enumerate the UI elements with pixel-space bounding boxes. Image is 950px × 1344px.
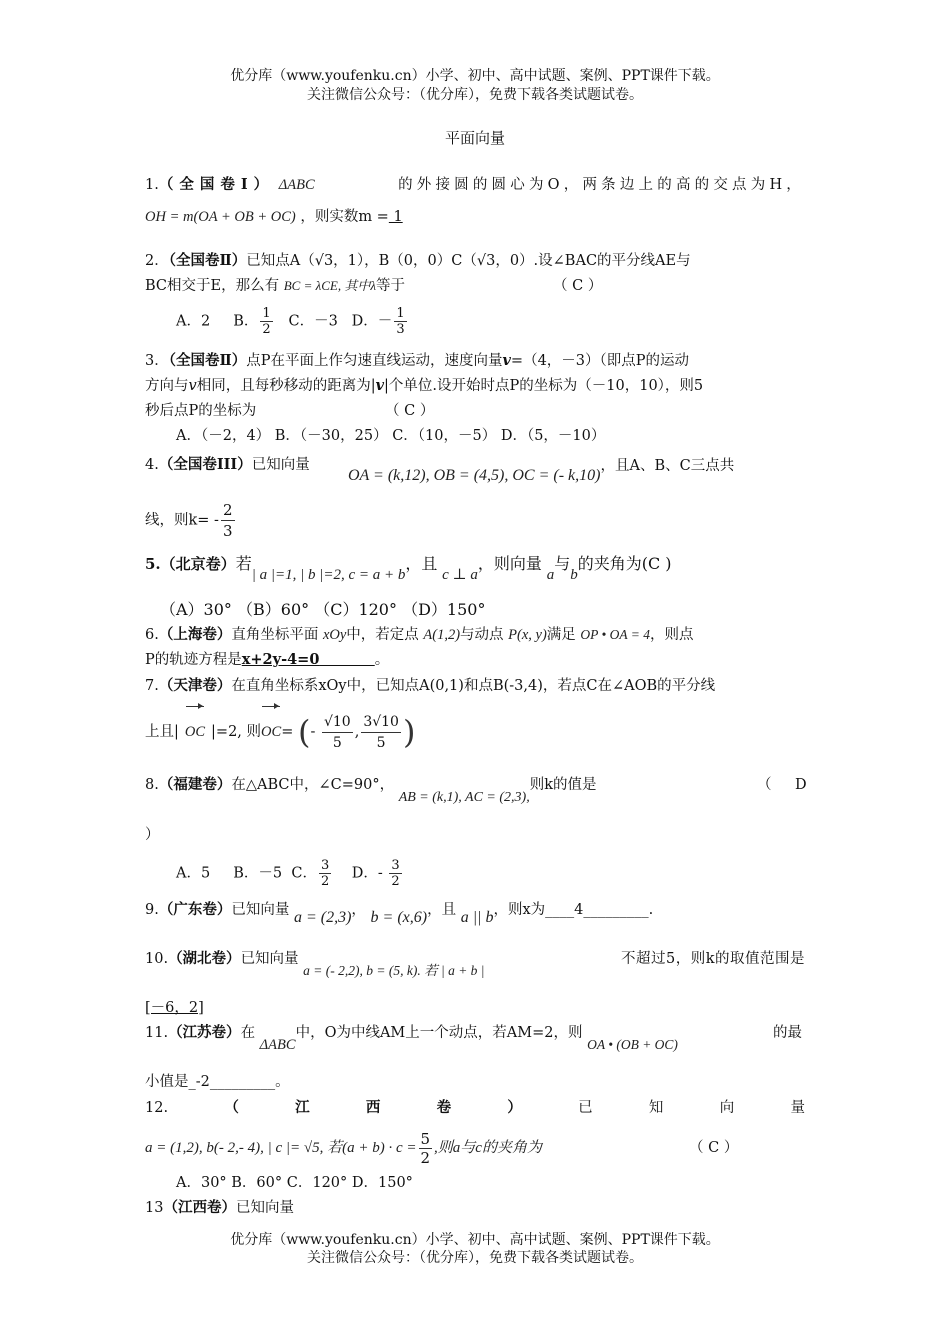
question-10: 10.（湖北卷）已知向量 a = (- 2,2), b = (5, k). 若 | a + b | 不超过5，则k的取值范围是 <box>145 950 805 978</box>
question-3-line2: 方向与v相同，且每秒移动的距离为|v|个单位.设开始时点P的坐标为（－10，10），则5 <box>145 377 704 394</box>
question-8-close: ） <box>145 827 160 843</box>
question-3-line3: 秒后点P的坐标为 （ C ） <box>145 403 435 419</box>
footer-line-2: 关注微信公众号：（优分库），免费下载各类试题试卷。 <box>307 1250 643 1266</box>
header-line-2: 关注微信公众号：（优分库），免费下载各类试题试卷。 <box>307 87 643 103</box>
question-9: 9.（广东卷）已知向量 a = (2,3)， b = (x,6)，且 a || b，则x为____4_________. <box>145 901 654 926</box>
question-11-line2: 小值是_-2_________。 <box>145 1074 290 1090</box>
footer-line-1: 优分库（www.youfenku.cn）小学、初中、高中试题、案例、PPT课件下载。 <box>230 1232 720 1248</box>
question-4-line2: 线，则k= - $\frac{2}{3}$ <box>145 501 233 540</box>
question-6: 6.（上海卷）直角坐标平面 xOy中，若定点 A(1,2)与动点 P(x, y)满足 OP • OA = 4，则点 <box>145 626 694 643</box>
question-5: 5.（北京卷）若| a |=1, | b |=2, c = a + b，且 c ⊥ a，则向量 a与b的夹角为(C ) <box>145 554 672 583</box>
question-2-line2: BC相交于E，那么有 BC = λCE, 其中λ等于 （ C ） <box>145 278 603 294</box>
question-6-line2: P的轨迹方程是x+2y-4=0 。 <box>145 651 390 668</box>
header-line-1: 优分库（www.youfenku.cn）小学、初中、高中试题、案例、PPT课件下载。 <box>230 68 720 84</box>
question-4-formula: OA = (k,12), OB = (4,5), OC = (- k,10)，且A、B、C三点共 <box>348 458 735 484</box>
question-1-formula: OH = m(OA + OB + OC) ，则实数m = 1 <box>145 209 403 225</box>
question-12: 12. （ 江 西 卷 ） 已 知 向 量 <box>145 1099 805 1116</box>
question-3: 3．（全国卷Ⅱ）点P在平面上作匀速直线运动，速度向量v=（4，－3）（即点P的运动 <box>145 352 690 369</box>
question-8: 8.（福建卷）在△ABC中，∠C=90°， AB = (k,1), AC = (2,3),则k的值是 （ D <box>145 776 807 805</box>
question-3-options: A．（－2，4） B．（－30，25） C．（10，－5） D．（5，－10） <box>176 428 606 444</box>
question-7: 7.（天津卷）在直角坐标系xOy中，已知点A(0,1)和点B(-3,4)，若点C在∠AOB的平分线 <box>145 677 716 694</box>
question-7-line2: 上且| OC |=2, 则OC= (- $\frac{√10}{5}$ , $\frac{3√10}{5}$ ) <box>145 708 415 756</box>
question-2: 2．（全国卷Ⅱ）已知点A（√3，1），B（0，0）C（√3，0）.设∠BAC的平分线AE与 <box>145 252 691 269</box>
question-5-options: （A）30° （B）60° （C）120° （D）150° <box>160 600 486 619</box>
question-11: 11.（江苏卷）在 ΔABC中，O为中线AM上一个动点，若AM=2，则 OA • (OB + OC) 的最 <box>145 1024 802 1053</box>
question-10-answer: [－6，2] <box>145 1000 204 1016</box>
question-2-options: A．2 B． $\frac{1}{2}$ C．－3 D．－ $\frac{1}{3}$ <box>176 306 405 337</box>
question-8-options: A．5 B．－5 C． $\frac{3}{2}$ D．- $\frac{3}{2}$ <box>176 858 400 889</box>
question-12-options: A．30° B．60° C．120° D．150° <box>176 1175 413 1191</box>
question-13: 13（江西卷）已知向量 <box>145 1199 294 1216</box>
question-1: 1.（全国卷Ⅰ） ΔABC 的外接圆的圆心为O，两条边上的高的交点为H， <box>145 176 805 193</box>
question-4: 4.（全国卷III）已知向量 <box>145 456 310 473</box>
question-12-formula: a = (1,2), b(- 2,- 4), | c |= √5, 若(a + b) · c = $\frac{5}{2}$ ,则a与c的夹角为 （ C ） <box>145 1129 739 1167</box>
page-title: 平面向量 <box>444 129 505 147</box>
